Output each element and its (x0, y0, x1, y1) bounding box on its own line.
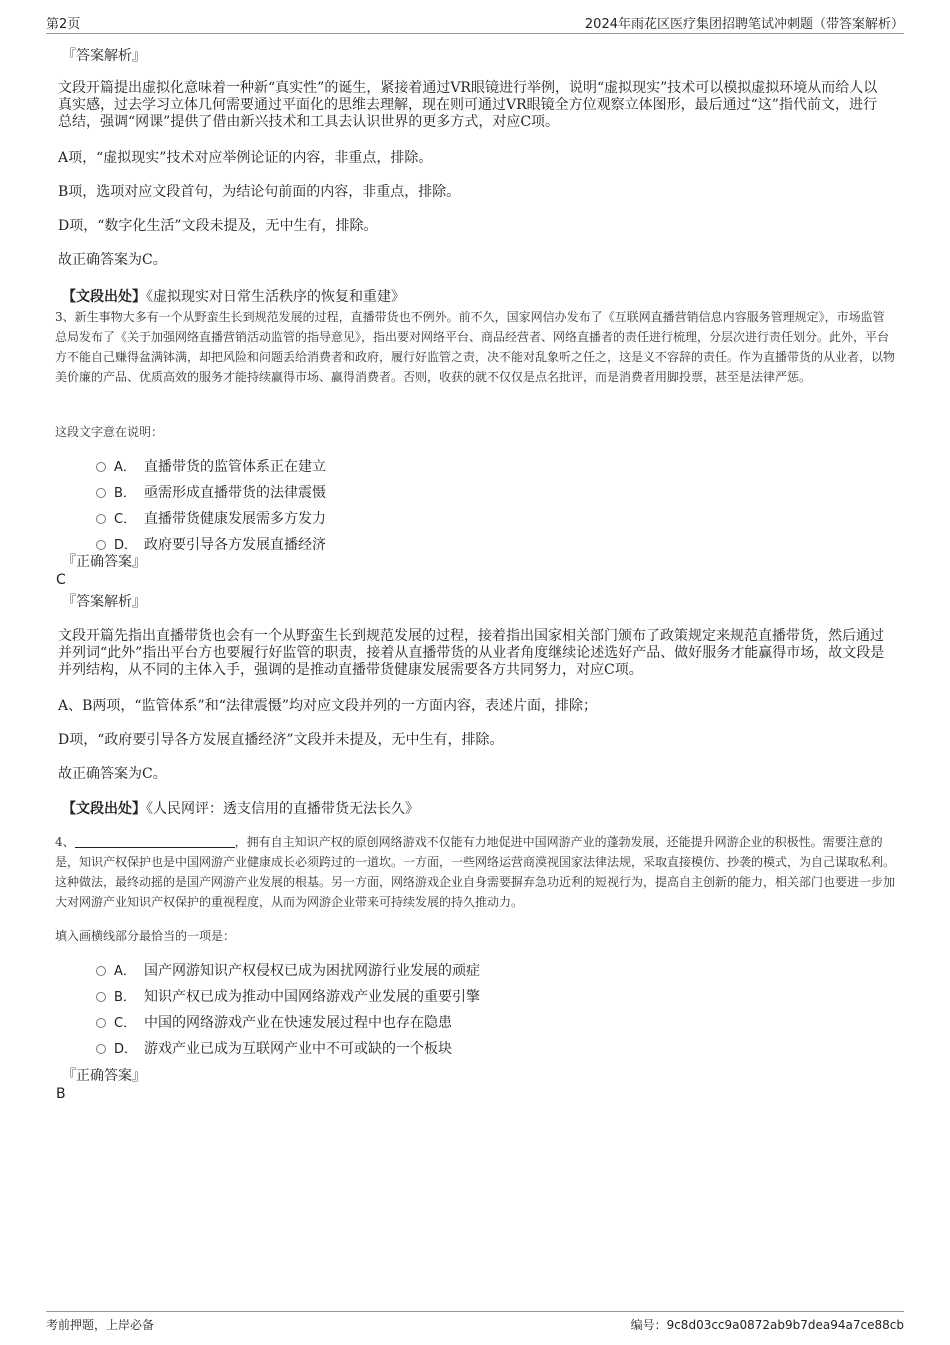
page-number: 第2页 (46, 17, 81, 32)
document-id: 编号：9c8d03cc9a0872ab9b7dea94a7ce88cb (630, 1318, 904, 1332)
correct-answer: B (56, 1086, 66, 1102)
radio-button[interactable] (96, 966, 106, 976)
question-stem: 3、新生事物大多有一个从野蛮生长到规范发展的过程，直播带货也不例外。前不久，国家网信办发布了《互联网直播营销信息内容服务管理规定》，市场监管总局发布了《关于加强网络直播营销活动监管的指导意见》，指出要对网络平台、商品经营者、网络直播者的责任进行梳理，分层次进行责任划分。此外，平台方不能自己赚得盆满钵满，却把风险和问题丢给消费者和政府，履行好监管之责，决不能对乱象听之任之，这是义不容辞的责任。作为直播带货的从业者，以物美价廉的产品、优质高效的服务才能持续赢得市场、赢得消费者。否则，收获的就不仅仅是点名批评，而是消费者用脚投票，甚至是法律严惩。 (55, 310, 896, 384)
analysis-paragraph: 文段开篇提出虚拟化意味着一种新“真实性”的诞生，紧接着通过VR眼镜进行举例，说明“虚拟现实”技术可以模拟虚拟环境从而给人以真实感，过去学习立体几何需要通过平面化的思维去理解，现在则可通过VR眼镜全方位观察立体图形，最后通过“这”指代前文，进行总结，强调“网课”提供了借由新兴技术和工具去认识世界的更多方式，对应C项。 (58, 80, 878, 130)
page-footer (46, 1311, 904, 1334)
correct-answer-tag: 『正确答案』 (62, 1068, 146, 1084)
analysis-tag: 『答案解析』 (62, 594, 146, 610)
option-d[interactable]: D． 政府要引导各方发展直播经济 (96, 536, 326, 555)
source-label: 【文段出处】 (62, 289, 146, 305)
analysis-paragraph: B项，选项对应文段首句，为结论句前面的内容，非重点，排除。 (58, 184, 461, 200)
radio-button[interactable] (96, 488, 106, 498)
question-stem: 4、 ，拥有自主知识产权的原创网络游戏不仅能有力地促进中国网游产业的蓬勃发展，还能提升网游企业的积极性。需要注意的是，知识产权保护也是中国网游产业健康成长必须跨过的一道坎。一方面，一些网络运营商漠视国家法律法规，采取直接模仿、抄袭的模式，为自己谋取私利。这种做法，最终动摇的是国产网游产业发展的根基。另一方面，网络游戏企业自身需要摒弃急功近利的短视行为，提高自主创新的能力，相关部门也要进一步加大对网游产业知识产权保护的重视程度，从而为网游企业带来可持续发展的持久推动力。 (55, 835, 896, 909)
analysis-paragraph: D项，“政府要引导各方发展直播经济”文段并未提及，无中生有，排除。 (58, 732, 504, 748)
option-a[interactable]: A． 国产网游知识产权侵权已成为困扰网游行业发展的顽症 (96, 962, 480, 981)
radio-button[interactable] (96, 992, 106, 1002)
source-title: 《虚拟现实对日常生活秩序的恢复和重建》 (146, 289, 405, 305)
analysis-paragraph: 文段开篇先指出直播带货也会有一个从野蛮生长到规范发展的过程，接着指出国家相关部门颁布了政策规定来规范直播带货，然后通过并列词“此外”指出平台方也要履行好监管的职责，接着从直播带货的从业者角度继续论述选好产品、做好服务才能赢得市场，故文段是并列结构，从不同的主体入手，强调的是推动直播带货健康发展需要各方共同努力，对应C项。 (58, 628, 885, 678)
analysis-paragraph: D项，“数字化生活”文段未提及，无中生有，排除。 (58, 218, 378, 234)
radio-button[interactable] (96, 514, 106, 524)
question-prompt: 这段文字意在说明： (55, 425, 164, 439)
question-prompt: 填入画横线部分最恰当的一项是： (55, 929, 236, 943)
option-c[interactable]: C． 直播带货健康发展需多方发力 (96, 510, 326, 529)
radio-button[interactable] (96, 1018, 106, 1028)
fill-blank (75, 835, 235, 848)
source-label: 【文段出处】 (62, 801, 146, 817)
radio-button[interactable] (96, 540, 106, 550)
option-b[interactable]: B． 知识产权已成为推动中国网络游戏产业发展的重要引擎 (96, 988, 480, 1007)
conclusion-text: 故正确答案为C。 (58, 252, 167, 268)
option-a[interactable]: A． 直播带货的监管体系正在建立 (96, 458, 326, 477)
radio-button[interactable] (96, 462, 106, 472)
document-title: 2024年雨花区医疗集团招聘笔试冲刺题（带答案解析） (584, 17, 904, 32)
option-b[interactable]: B． 亟需形成直播带货的法律震慑 (96, 484, 326, 503)
page-header (46, 13, 904, 34)
footer-slogan: 考前押题，上岸必备 (46, 1318, 155, 1332)
source-title: 《人民网评：透支信用的直播带货无法长久》 (146, 801, 419, 817)
analysis-paragraph: A、B两项，“监管体系”和“法律震慑”均对应文段并列的一方面内容，表述片面，排除； (58, 698, 598, 714)
source-line (62, 798, 419, 818)
option-c[interactable]: C． 中国的网络游戏产业在快速发展过程中也存在隐患 (96, 1014, 452, 1033)
conclusion-text: 故正确答案为C。 (58, 766, 167, 782)
option-d[interactable]: D． 游戏产业已成为互联网产业中不可或缺的一个板块 (96, 1040, 452, 1059)
radio-button[interactable] (96, 1044, 106, 1054)
analysis-paragraph: A项，“虚拟现实”技术对应举例论证的内容，非重点，排除。 (58, 150, 433, 166)
analysis-tag: 『答案解析』 (62, 48, 146, 64)
source-line (62, 286, 405, 306)
correct-answer: C (56, 572, 66, 588)
correct-answer-tag: 『正确答案』 (62, 554, 146, 570)
